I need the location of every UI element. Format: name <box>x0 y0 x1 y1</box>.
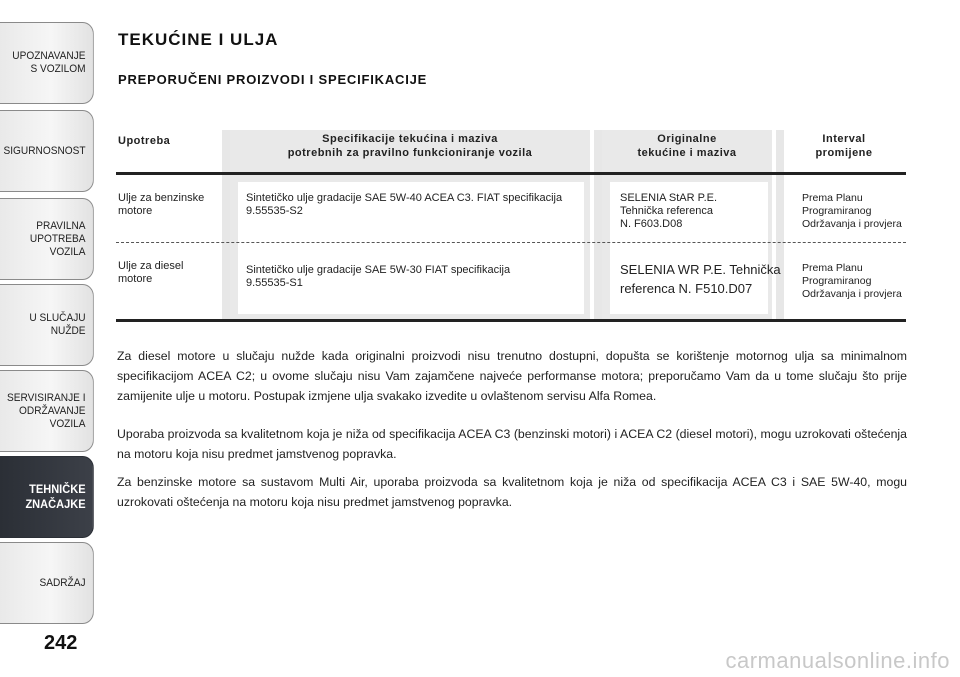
cell-line: N. F603.D08 <box>620 218 683 230</box>
row2-spec <box>246 264 576 290</box>
table-bottom-rule <box>116 319 906 322</box>
cell-line: Tehnička referenca <box>620 205 713 217</box>
row1-spec <box>246 192 576 218</box>
cell-line: 9.55535-S1 <box>246 277 303 289</box>
column-separator <box>594 130 602 320</box>
cell-line: Sintetičko ulje gradacije SAE 5W-40 ACEA C3. FIAT specifikacija <box>246 192 563 204</box>
cell-line: motore <box>118 205 153 217</box>
row1-usage <box>118 192 204 218</box>
cell-line: 9.55535-S2 <box>246 205 303 217</box>
header-original-line: tekućine i maziva <box>637 147 737 159</box>
header-spec-line: potrebnih za pravilno funkcioniranje vozila <box>287 147 533 159</box>
row1-interval <box>802 192 902 231</box>
cell-line: referenca N. F510.D07 <box>620 281 753 296</box>
cell-line: Prema Planu <box>802 192 863 204</box>
cell-line: Programiranog <box>802 205 872 217</box>
tab-label-line: UPOTREBA <box>29 232 86 245</box>
tab-u-slucaju-nuzde[interactable] <box>0 284 94 366</box>
tab-label-line: SADRŽAJ <box>39 576 86 589</box>
tab-label-line: UPOZNAVANJE <box>12 50 86 62</box>
header-interval-line: Interval <box>822 133 866 145</box>
cell-line: Sintetičko ulje gradacije SAE 5W-30 FIAT specifikacija <box>246 264 511 276</box>
tab-pravilna-upotreba-vozila[interactable] <box>0 198 94 280</box>
cell-line: Prema Planu <box>802 262 863 274</box>
tab-label-line: VOZILA <box>49 417 86 430</box>
row-divider <box>116 242 906 243</box>
cell-line: Ulje za benzinske <box>118 192 205 204</box>
tab-label-line: ODRŽAVANJE <box>19 404 86 417</box>
tab-label-line: U SLUČAJU <box>29 312 86 324</box>
row1-original <box>620 192 717 231</box>
row2-usage <box>118 260 183 286</box>
row2-interval <box>802 262 902 301</box>
tab-label-line: SIGURNOSNOST <box>3 144 86 157</box>
paragraph-diesel-emergency: Za diesel motore u slučaju nužde kada originalni proizvodi nisu trenutno dostupni, dopušta se korištenje motornog ulja sa minimalnom specifikacijom ACEA C2; u ovome slučaju nisu Vam zajamčene najveće performanse motora; preporučamo Vam da u tome slučaju što prije zamijenite ulje u motoru. Postupak izmjene ulja svakako izvedite u ovlaštenom servisu Alfa Romea. <box>117 349 907 403</box>
table-top-rule <box>116 172 906 175</box>
header-spec <box>230 132 590 160</box>
paragraph-multiair-warning: Za benzinske motore sa sustavom Multi Air, uporaba proizvoda sa kvalitetnom koja je niža od specifikacija ACEA C3 i SAE 5W-40, mogu uzrokovati oštećenja na motoru koja nisu predmet jamstvenog popravka. <box>117 475 907 509</box>
header-usage: Upotreba <box>118 135 171 147</box>
cell-line: Održavanja i provjera <box>802 218 902 230</box>
tab-sigurnosnost[interactable] <box>0 110 94 192</box>
column-separator <box>222 130 230 320</box>
tab-tehnicke-znacajke[interactable] <box>0 456 94 538</box>
tab-label-line: PRAVILNA <box>36 219 86 232</box>
header-original-line: Originalne <box>657 133 717 145</box>
cell-line: Programiranog <box>802 275 872 287</box>
cell-line: motore <box>118 273 153 285</box>
cell-line: SELENIA WR P.E. Tehnička <box>620 262 781 277</box>
header-interval-line: promijene <box>815 147 873 159</box>
tab-servisiranje-i-odrzavanje[interactable] <box>0 370 94 452</box>
tab-label-line: VOZILA <box>49 245 86 258</box>
page-title: TEKUĆINE I ULJA <box>118 30 279 49</box>
row2-original <box>620 260 781 298</box>
watermark: carmanualsonline.info <box>725 648 950 673</box>
tab-label-line: TEHNIČKE <box>29 482 86 496</box>
header-spec-line: Specifikacije tekućina i maziva <box>322 133 498 145</box>
paragraph-quality-warning: Uporaba proizvoda sa kvalitetnom koja je niža od specifikacija ACEA C3 (benzinski motori) i ACEA C2 (diesel motori), mogu uzrokovati oštećenja na motoru koja nisu predmet jamstvenog popravka. <box>117 427 907 461</box>
page-number: 242 <box>44 632 78 654</box>
tab-label-line: S VOZILOM <box>30 63 86 75</box>
header-original <box>602 132 772 160</box>
tab-label-line: ZNAČAJKE <box>25 497 86 511</box>
cell-line: Ulje za diesel <box>118 260 184 272</box>
section-subtitle: PREPORUČENI PROIZVODI I SPECIFIKACIJE <box>118 72 428 87</box>
header-interval <box>784 132 904 160</box>
tab-upoznavanje-s-vozilom[interactable] <box>0 22 94 104</box>
tab-sadrzaj[interactable] <box>0 542 94 624</box>
specifications-table <box>116 130 906 324</box>
cell-line: SELENIA StAR P.E. <box>620 192 718 204</box>
tab-label-line: NUŽDE <box>50 325 86 337</box>
cell-line: Održavanja i provjera <box>802 288 902 300</box>
tab-label-line: SERVISIRANJE I <box>7 391 86 404</box>
